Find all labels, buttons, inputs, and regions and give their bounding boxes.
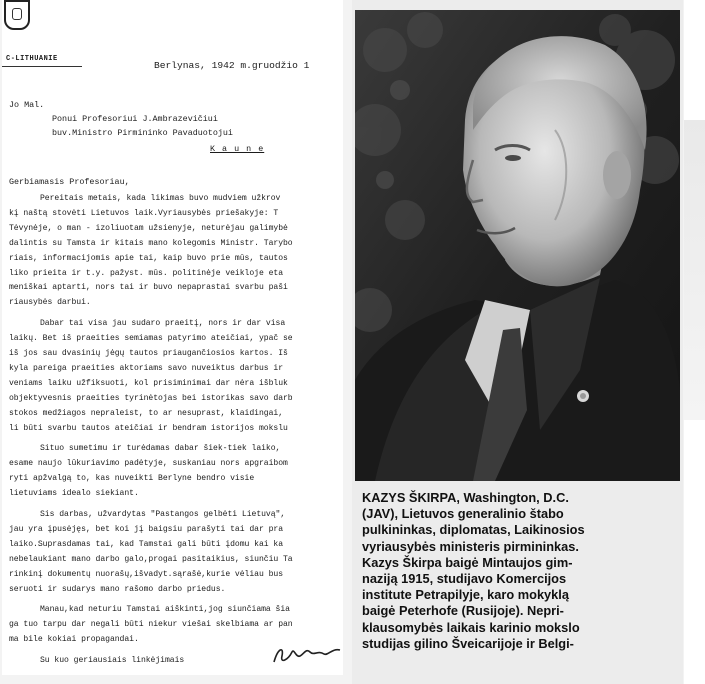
letter-body-line: Situo sumetimu ir turėdamas dabar šiek-tiek laiko, — [40, 444, 281, 454]
letter-body-line: Dabar tai visa jau sudaro praeitį, nors ir dar visa — [40, 319, 286, 329]
coat-of-arms-icon — [4, 0, 30, 30]
caption-line-7: institute Petrapilyje, karo mokyklą — [362, 587, 569, 603]
letter-body-line: Su kuo geriausiais linkėjimais — [40, 656, 185, 666]
caption-name: KAZYS ŠKIRPA, — [362, 490, 460, 505]
recipient-city: K a u n e — [210, 144, 265, 154]
letter-body-line: meniškai aptarti, nors tai ir buvo nepaprastai svarbu paši — [9, 283, 288, 293]
caption-line-6: naziją 1915, studijavo Komercijos — [362, 571, 567, 587]
letter-body-line: dalintis su Tamsta ir kitais mano kolegomis Ministr. Tarybo — [9, 238, 293, 248]
letterhead-rule — [2, 66, 82, 67]
caption-line-10: studijas gilino Šveicarijoje ir Belgi- — [362, 635, 574, 651]
caption-line-2: (JAV), Lietuvos generalinio štabo — [362, 506, 564, 522]
letter-reference: Jo Mal. — [9, 100, 45, 110]
letter-body-line: nebelaukiant mano darbo galo,progai pasitaikius, siunčiu Ta — [9, 554, 293, 564]
letter-body-line: laikų. Bet iš praeities semiamas patyrimo ateičiai, ypač se — [9, 334, 293, 344]
letter-body-line: li būti svarbu tautos ateičiai ir bendram istorijos mokslu — [9, 423, 288, 433]
caption-line-4: vyriausybės ministeris pirmininkas. — [362, 538, 579, 554]
letter-body-line: ga tuo tarpu dar negali būti niekur viešai skelbiama ar pan — [9, 620, 293, 630]
letter-body-line: laiko.Suprasdamas tai, kad Tamstai gali būti įdomu kai ka — [9, 539, 284, 549]
page-margin — [684, 0, 705, 684]
recipient-line-2: buv.Ministro Pirmininko Pavaduotojui — [52, 128, 233, 138]
letter-body-line: Pereitais metais, kada likimas buvo mudviem užkrov — [40, 194, 281, 203]
letter-body-line: ma bile kokiai propagandai. — [9, 635, 139, 645]
caption-line-5: Kazys Škirpa baigė Mintaujos gim- — [362, 554, 573, 570]
letter-body-line: kyla pareiga praeities aktoriams savo nuveiktus darbus ir — [9, 363, 284, 373]
letter-body-line: seruoti ir sudarys mano rašomo darbo priedus. — [9, 584, 226, 594]
photo-caption — [362, 490, 678, 652]
letter-body-line: riausybės darbui. — [9, 298, 91, 308]
letter-body-line: Sis darbas, užvardytas "Pastangos gelbėti Lietuvą", — [40, 510, 286, 519]
letter-body-line: iš jos sau dvasinių jėgų tautos priaugančiosios kartos. Iš — [9, 349, 288, 358]
letter-body-line: Tėvynėje, o man - izoliuotam užsienyje, neturėjau galimybė — [9, 223, 288, 233]
letter-body-line: esame naujo lūkuriavimo padėtyje, suskaniau nors apgraibom — [9, 459, 288, 469]
caption-line-8: baigė Peterhofe (Rusijoje). Nepri- — [362, 603, 564, 619]
caption-line-9: klausomybės laikais karinio mokslo — [362, 619, 580, 635]
letterhead-org: C-LITHUANIE — [6, 55, 58, 63]
letter-body-line: lietuviams idealo siekiant. — [9, 489, 139, 499]
letter-body-line: ryti apžvalgą to, kas nuveikti Berlyne bendro visie — [9, 474, 255, 484]
letter-body-line: stokos medžiagos nepraleist, to ar nesuprast, klaidingai, — [9, 408, 284, 418]
letter-body-line: kį naštą stovėti Lietuvos laik.Vyriausybės priešakyje: T — [9, 208, 279, 218]
letter-body-line: Manau,kad neturiu Tamstai aiškinti,jog siunčiama šia — [40, 605, 290, 615]
letter-body-line: riais, informacijomis apie tai, kaip buvo prie mūs, tautos — [9, 253, 288, 263]
typed-letter — [2, 0, 343, 675]
portrait-photo — [355, 10, 680, 481]
recipient-line-1: Ponui Profesoriui J.Ambrazevičiui — [52, 114, 218, 124]
salutation: Gerbiamasis Profesoriau, — [9, 177, 130, 187]
letter-body-line: liko prieita ir t.y. pažyst. mūs. politinėje veikloje eta — [9, 268, 284, 278]
handwritten-signature — [270, 642, 343, 668]
letter-body-line: veniams laiku užfiksuoti, kol prisiminimai dar nėra išbluk — [9, 378, 288, 388]
caption-line-1: KAZYS ŠKIRPA, Washington, D.C. — [362, 490, 569, 505]
letter-body-line: jau yra įpusėjęs, bet koi jį baigsiu parašyti tai dar pra — [9, 524, 284, 534]
letter-date: Berlynas, 1942 m.gruodžio 1 — [154, 60, 310, 71]
letter-body-line: rinkinį dokumentų nuorašų,išvadyt.sąrašė,kurie vėliau bus — [9, 569, 284, 579]
caption-line-3: pulkininkas, diplomatas, Laikinosios — [362, 522, 585, 538]
letter-body-line: objektyvesnis praeities tyrinėtojas bei istorikas savo darb — [9, 393, 293, 403]
